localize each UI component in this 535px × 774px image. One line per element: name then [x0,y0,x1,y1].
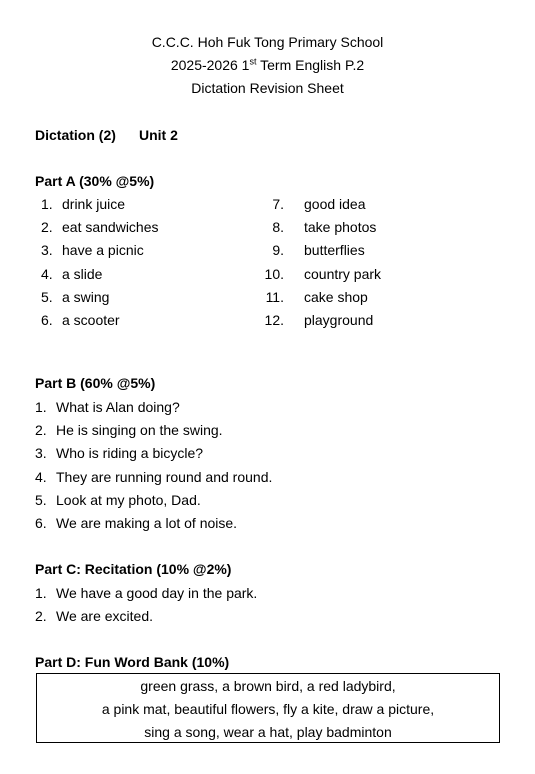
list-item [35,582,258,605]
item-number: 8. [272,219,284,236]
term-prefix: 2025-2026 1 [170,57,250,73]
list-item [41,193,126,216]
item-number: 6. [35,515,47,531]
item-text: butterflies [304,242,365,259]
item-text: have a picnic [62,242,144,259]
list-item [35,489,201,512]
item-number: 1. [41,196,53,212]
list-item [262,286,368,309]
part-c-heading: Part C: Recitation (10% @2%) [35,561,232,577]
item-text: What is Alan doing? [56,399,180,415]
item-number: 1. [35,399,47,415]
item-text: a slide [62,265,103,282]
item-number: 3. [41,242,53,259]
item-text: We are excited. [56,608,154,625]
item-text: playground [304,312,374,328]
list-item [262,216,377,239]
item-text: drink juice [62,196,126,212]
unit-label: Unit 2 [139,127,178,143]
list-item [41,309,120,332]
item-text: a swing [62,288,110,305]
word-bank-line: a pink mat, beautiful flowers, fly a kite, draw a picture, [101,701,435,717]
item-number: 4. [35,468,47,485]
word-bank-line: green grass, a brown bird, a red ladybird, [140,678,396,694]
part-b-heading: Part B (60% @5%) [35,375,156,391]
list-item [262,193,366,216]
list-item [35,442,204,465]
item-number: 3. [35,445,47,462]
term-suffix: Term English P.2 [256,57,365,73]
list-item [41,263,103,286]
dictation-title [35,127,178,143]
item-number: 4. [41,265,53,282]
school-name: C.C.C. Hoh Fuk Tong Primary School [151,34,384,50]
item-number: 2. [35,608,47,625]
list-item [35,396,180,419]
list-item [262,263,382,286]
item-number: 6. [41,312,53,328]
list-item [41,239,144,262]
item-number: 11. [265,288,284,305]
dictation-label: Dictation (2) [35,127,116,143]
item-number: 9. [272,242,284,259]
list-item [41,216,159,239]
item-text: We are making a lot of noise. [56,515,238,531]
item-text: Look at my photo, Dad. [56,491,201,508]
list-item [262,239,365,262]
item-number: 5. [41,288,53,305]
document-header [0,31,535,100]
item-number: 2. [41,219,53,236]
sheet-title: Dictation Revision Sheet [191,80,344,96]
item-text: We have a good day in the park. [56,585,258,601]
item-number: 1. [35,585,47,601]
list-item [35,512,238,535]
list-item [41,286,110,309]
item-text: cake shop [304,288,368,305]
item-number: 2. [35,422,47,439]
item-text: take photos [304,219,377,236]
item-text: They are running round and round. [56,468,273,485]
item-text: good idea [304,196,366,212]
term-line [0,54,535,77]
list-item [35,605,154,628]
item-text: He is singing on the swing. [56,422,223,439]
part-d-heading: Part D: Fun Word Bank (10%) [35,654,230,670]
term-superscript: st [249,56,257,67]
word-bank-line: sing a song, wear a hat, play badminton [144,724,392,740]
item-text: eat sandwiches [62,219,159,236]
item-text: Who is riding a bicycle? [56,445,204,462]
word-bank-box [36,673,500,743]
item-text: country park [304,265,382,282]
list-item [262,309,374,332]
part-a-heading: Part A (30% @5%) [35,173,155,189]
item-number: 12. [264,312,284,328]
item-number: 7. [272,196,284,212]
item-text: a scooter [62,312,120,328]
list-item [35,466,273,489]
list-item [35,419,223,442]
item-number: 5. [35,491,47,508]
item-number: 10. [264,265,284,282]
